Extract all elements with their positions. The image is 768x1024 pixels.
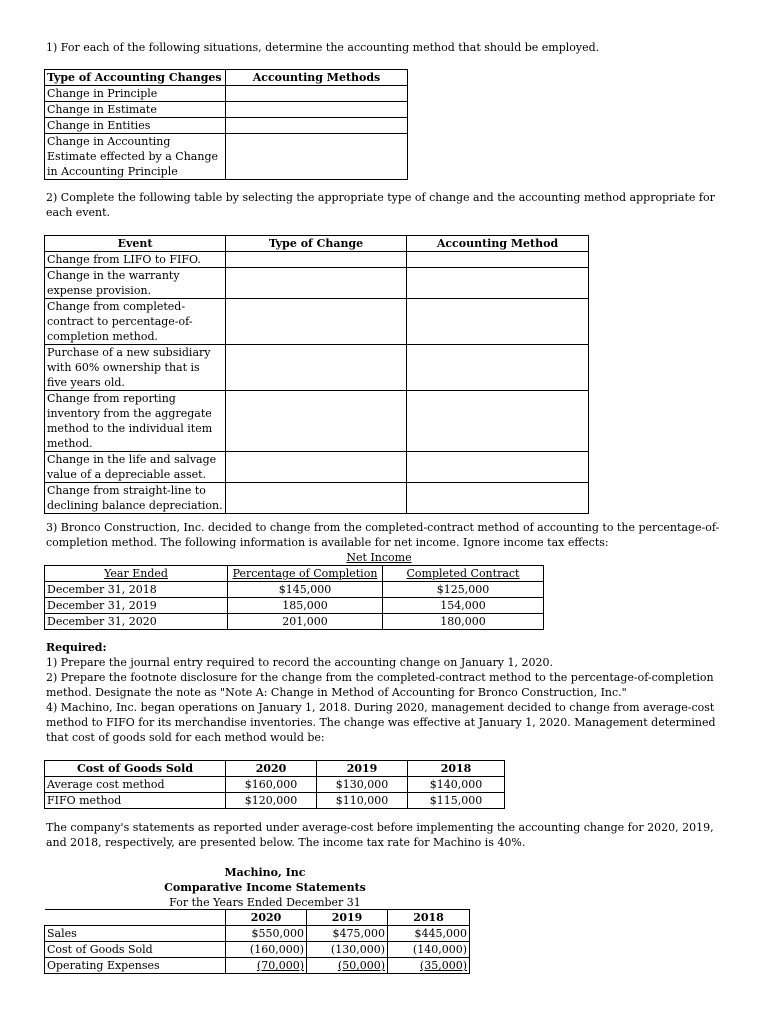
q4-value-2019: $130,000 xyxy=(317,777,408,793)
q4-statement-text: The company's statements as reported under average-cost before implementing the accounting change for 2020, 2019, and 2018, respectively, are presented below. The income tax rate for Machino is 40%. xyxy=(46,821,714,849)
q3-header-poc: Percentage of Completion xyxy=(232,567,378,580)
statement-value-2019: $475,000 xyxy=(307,926,388,942)
q4-value-2019: $110,000 xyxy=(317,793,408,809)
q1-row-label: Change in Estimate xyxy=(45,102,226,118)
statement-year-2018: 2018 xyxy=(388,910,470,926)
statement-row-label: Operating Expenses xyxy=(45,958,226,974)
q3-cc-value: 154,000 xyxy=(383,598,544,614)
statement-value-2020: (70,000) xyxy=(256,959,304,972)
q2-event: Purchase of a new subsidiary with 60% ownership that is five years old. xyxy=(45,345,226,391)
q3-required-1: 1) Prepare the journal entry required to record the accounting change on January 1, 2020. xyxy=(46,656,553,669)
q4-prompt: 4) Machino, Inc. began operations on January 1, 2018. During 2020, management decided to change from average-cost method to FIFO for its merchandise inventories. The change was effective at January 1, 2020. Management determined that cost of goods sold for each method would be: xyxy=(46,701,716,744)
q2-event: Change from reporting inventory from the aggregate method to the individual item method. xyxy=(45,391,226,452)
q2-method-cell[interactable] xyxy=(407,252,589,268)
q3-cc-value: 180,000 xyxy=(383,614,544,630)
q3-header-cc: Completed Contract xyxy=(406,567,520,580)
q2-event: Change from completed-contract to percentage-of-completion method. xyxy=(45,299,226,345)
q2-method-cell[interactable] xyxy=(407,299,589,345)
q3-year: December 31, 2019 xyxy=(45,598,228,614)
q2-method-cell[interactable] xyxy=(407,268,589,299)
q1-answer-cell[interactable] xyxy=(226,118,408,134)
q2-method-cell[interactable] xyxy=(407,345,589,391)
q3-required-title: Required: xyxy=(46,641,107,654)
statement-company: Machino, Inc xyxy=(224,866,306,879)
q1-row-label: Change in Entities xyxy=(45,118,226,134)
statement-title: Comparative Income Statements xyxy=(164,881,366,894)
q1-row-label: Change in Accounting Estimate effected by a Change in Accounting Principle xyxy=(45,134,226,180)
q2-type-cell[interactable] xyxy=(226,252,407,268)
q2-method-cell[interactable] xyxy=(407,483,589,514)
q4-row-label: Average cost method xyxy=(45,777,226,793)
q2-prompt: 2) Complete the following table by selecting the appropriate type of change and the accounting method appropriate for each event. xyxy=(46,191,715,219)
q1-answer-cell[interactable] xyxy=(226,86,408,102)
q3-year: December 31, 2018 xyxy=(45,582,228,598)
q1-header-type: Type of Accounting Changes xyxy=(45,70,226,86)
income-statement-table xyxy=(44,909,470,974)
q1-answer-cell[interactable] xyxy=(226,134,408,180)
q1-header-method: Accounting Methods xyxy=(226,70,408,86)
q1-answer-cell[interactable] xyxy=(226,102,408,118)
q2-event: Change from LIFO to FIFO. xyxy=(45,252,226,268)
q2-type-cell[interactable] xyxy=(226,483,407,514)
statement-year-2020: 2020 xyxy=(226,910,307,926)
q4-value-2018: $140,000 xyxy=(408,777,505,793)
q1-row-label: Change in Principle xyxy=(45,86,226,102)
q2-table xyxy=(44,235,589,514)
statement-value-2020: (160,000) xyxy=(226,942,307,958)
statement-value-2019: (50,000) xyxy=(337,959,385,972)
q2-header-type: Type of Change xyxy=(226,236,407,252)
statement-row-label: Cost of Goods Sold xyxy=(45,942,226,958)
q4-header-label: Cost of Goods Sold xyxy=(45,761,226,777)
q3-required-2: 2) Prepare the footnote disclosure for the change from the completed-contract method to the percentage-of-completion method. Designate the note as "Note A: Change in Method of Accounting for Bronco Construction, Inc." xyxy=(46,671,714,699)
q2-type-cell[interactable] xyxy=(226,345,407,391)
q2-type-cell[interactable] xyxy=(226,299,407,345)
q2-type-cell[interactable] xyxy=(226,391,407,452)
q4-header-2018: 2018 xyxy=(408,761,505,777)
statement-year-2019: 2019 xyxy=(307,910,388,926)
q3-net-income-header: Net Income xyxy=(346,551,412,564)
statement-value-2019: (130,000) xyxy=(307,942,388,958)
q3-prompt: 3) Bronco Construction, Inc. decided to change from the completed-contract method of accounting to the percentage-of-completion method. The following information is available for net income. Ignore income tax effects: xyxy=(46,521,720,549)
q4-value-2018: $115,000 xyxy=(408,793,505,809)
statement-period: For the Years Ended December 31 xyxy=(169,896,361,909)
q1-prompt: 1) For each of the following situations, determine the accounting method that should be employed. xyxy=(46,41,600,54)
q2-event: Change in the warranty expense provision. xyxy=(45,268,226,299)
q3-poc-value: 185,000 xyxy=(228,598,383,614)
q2-event: Change in the life and salvage value of a depreciable asset. xyxy=(45,452,226,483)
q4-cogs-table xyxy=(44,760,505,809)
statement-value-2018: $445,000 xyxy=(388,926,470,942)
q3-header-year: Year Ended xyxy=(104,567,168,580)
q3-table xyxy=(44,565,544,630)
statement-value-2018: (140,000) xyxy=(388,942,470,958)
q3-poc-value: 201,000 xyxy=(228,614,383,630)
q2-method-cell[interactable] xyxy=(407,452,589,483)
q4-value-2020: $120,000 xyxy=(226,793,317,809)
q2-header-event: Event xyxy=(45,236,226,252)
q2-method-cell[interactable] xyxy=(407,391,589,452)
q3-year: December 31, 2020 xyxy=(45,614,228,630)
q4-value-2020: $160,000 xyxy=(226,777,317,793)
q4-row-label: FIFO method xyxy=(45,793,226,809)
statement-value-2020: $550,000 xyxy=(226,926,307,942)
q3-cc-value: $125,000 xyxy=(383,582,544,598)
q2-header-method: Accounting Method xyxy=(407,236,589,252)
q2-type-cell[interactable] xyxy=(226,452,407,483)
statement-row-label: Sales xyxy=(45,926,226,942)
q2-event: Change from straight-line to declining balance depreciation. xyxy=(45,483,226,514)
q1-table xyxy=(44,69,408,180)
q3-poc-value: $145,000 xyxy=(228,582,383,598)
q4-header-2019: 2019 xyxy=(317,761,408,777)
statement-value-2018: (35,000) xyxy=(419,959,467,972)
q4-header-2020: 2020 xyxy=(226,761,317,777)
q2-type-cell[interactable] xyxy=(226,268,407,299)
